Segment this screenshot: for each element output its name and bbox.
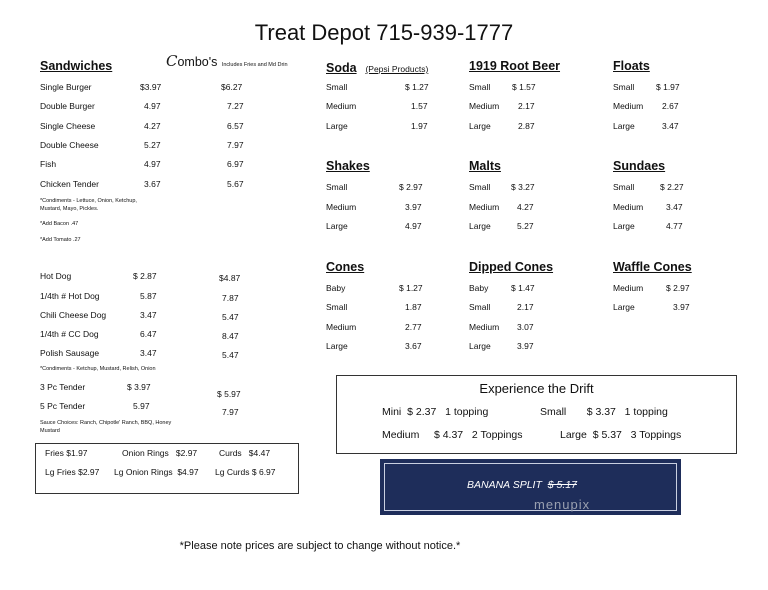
size-label: Large — [326, 121, 348, 131]
menu-item-combo-price: $4.87 — [219, 273, 241, 283]
size-label: Large — [469, 341, 491, 351]
menu-item-price: 3.47 — [140, 348, 157, 358]
drift-price: $ 2.37 — [407, 406, 437, 418]
size-price: $ 1.97 — [656, 82, 680, 92]
menu-item-name: Chili Cheese Dog — [40, 310, 107, 320]
side-item — [114, 467, 199, 477]
size-label: Medium — [613, 202, 644, 212]
drift-desc: 3 Toppings — [630, 429, 682, 441]
size-label: Large — [469, 221, 491, 231]
menu-item-price: $3.97 — [140, 82, 162, 92]
menu-item-combo-price: 5.67 — [227, 179, 244, 189]
menu-item-name: Double Burger — [40, 101, 95, 111]
menu-item-price: 4.27 — [144, 121, 161, 131]
size-label: Medium — [326, 322, 357, 332]
sauce-note: Mustard — [40, 428, 60, 434]
drift-price: $ 3.37 — [586, 406, 616, 418]
size-price: 2.77 — [405, 322, 422, 332]
combo-note: Includes Fries and Md Drin — [221, 62, 288, 68]
size-label: Baby — [326, 283, 346, 293]
side-name: Lg Onion Rings — [114, 467, 173, 477]
drift-size: Small — [540, 406, 567, 418]
side-item — [45, 448, 88, 458]
size-label: Small — [469, 302, 491, 312]
menu-item-name: Polish Sausage — [40, 348, 100, 358]
menu-item-name: 1/4th # CC Dog — [40, 329, 99, 339]
size-label: Medium — [613, 283, 644, 293]
menu-item-combo-price: 6.97 — [227, 159, 244, 169]
side-price: $ 6.97 — [251, 467, 276, 477]
drift-size: Mini — [382, 406, 402, 418]
drift-desc: 1 topping — [624, 406, 668, 418]
size-price: 2.17 — [517, 302, 534, 312]
drift-medium — [382, 429, 523, 441]
size-price: 3.97 — [673, 302, 690, 312]
size-label: Large — [326, 341, 348, 351]
size-label: Small — [326, 182, 348, 192]
cones-header: Cones — [326, 260, 365, 274]
rootbeer-header: 1919 Root Beer — [469, 59, 561, 73]
size-label: Medium — [326, 101, 357, 111]
size-label: Medium — [613, 101, 644, 111]
sauce-note: Sauce Choices: Ranch, Chipotle' Ranch, BBQ, Honey — [40, 420, 172, 426]
combo-header-c: C — [166, 52, 178, 70]
size-label: Medium — [326, 202, 357, 212]
size-price: 3.07 — [517, 322, 534, 332]
combo-header-rest: ombo's — [177, 55, 218, 69]
side-name: Fries — [45, 448, 64, 458]
menu-item-combo-price: $6.27 — [221, 82, 243, 92]
size-price: $ 3.27 — [511, 182, 535, 192]
size-price: 4.97 — [405, 221, 422, 231]
size-price: 2.17 — [518, 101, 535, 111]
menu-item-combo-price: 7.97 — [227, 140, 244, 150]
menu-item-name: 5 Pc Tender — [40, 401, 86, 411]
menu-item-price: 4.97 — [144, 159, 161, 169]
size-label: Small — [613, 82, 635, 92]
size-price: 4.27 — [517, 202, 534, 212]
menu-item-price: 5.27 — [144, 140, 161, 150]
side-item — [215, 467, 276, 477]
drift-desc: 2 Toppings — [471, 429, 523, 441]
menu-item-combo-price: 5.47 — [222, 350, 239, 360]
menu-item-price: 3.47 — [140, 310, 157, 320]
side-name: Lg Curds — [215, 467, 250, 477]
dipped-cones-header: Dipped Cones — [469, 260, 554, 274]
size-price: 5.27 — [517, 221, 534, 231]
size-price: 3.97 — [405, 202, 422, 212]
menu-item-name: Double Cheese — [40, 140, 99, 150]
size-price: $ 1.27 — [405, 82, 429, 92]
drift-small — [540, 406, 668, 418]
side-item — [122, 448, 197, 458]
size-label: Small — [326, 82, 348, 92]
malts-header: Malts — [469, 159, 501, 173]
combo-header — [166, 52, 288, 71]
size-price: $ 2.97 — [666, 283, 690, 293]
menu-item-combo-price: 5.47 — [222, 312, 239, 322]
sundaes-header: Sundaes — [613, 159, 666, 173]
menu-item-combo-price: 7.27 — [227, 101, 244, 111]
menu-item-price: 6.47 — [140, 329, 157, 339]
drift-size: Medium — [382, 429, 420, 441]
size-price: 3.67 — [405, 341, 422, 351]
side-name: Lg Fries — [45, 467, 76, 477]
drift-price: $ 4.37 — [433, 429, 464, 441]
watermark-logo: menupix — [534, 497, 591, 512]
menu-item-name: Chicken Tender — [40, 179, 99, 189]
side-item — [45, 467, 99, 477]
menu-item-name: Single Cheese — [40, 121, 96, 131]
floats-header: Floats — [613, 59, 650, 73]
menu-item-price: 5.97 — [133, 401, 150, 411]
size-label: Baby — [469, 283, 489, 293]
side-price: $2.97 — [175, 448, 198, 458]
price-disclaimer: *Please note prices are subject to change without notice.* — [179, 540, 461, 552]
soda-header — [326, 59, 428, 77]
size-price: 1.97 — [411, 121, 428, 131]
drift-title: Experience the Drift — [479, 381, 594, 396]
size-label: Large — [326, 221, 348, 231]
soda-header-note: (Pepsi Products) — [365, 64, 429, 74]
banana-split-price: $ 5.17 — [547, 479, 577, 491]
banana-split-name: BANANA SPLIT — [467, 479, 542, 491]
size-label: Large — [469, 121, 491, 131]
size-price: $ 1.57 — [512, 82, 536, 92]
side-price: $2.97 — [78, 467, 100, 477]
menu-item-name: Hot Dog — [40, 271, 72, 281]
side-name: Onion Rings — [122, 448, 169, 458]
menu-item-combo-price: 6.57 — [227, 121, 244, 131]
menu-item-price: 5.87 — [140, 291, 157, 301]
menu-item-name: 3 Pc Tender — [40, 382, 86, 392]
size-price: 2.67 — [662, 101, 679, 111]
side-price: $1.97 — [66, 448, 88, 458]
size-price: 2.87 — [518, 121, 535, 131]
size-price: 3.47 — [662, 121, 679, 131]
menu-item-name: Fish — [40, 159, 57, 169]
size-price: 3.47 — [666, 202, 683, 212]
size-price: 1.87 — [405, 302, 422, 312]
shakes-header: Shakes — [326, 159, 370, 173]
size-label: Small — [326, 302, 348, 312]
menu-item-name: 1/4th # Hot Dog — [40, 291, 100, 301]
side-item — [219, 448, 270, 458]
condiments-note: *Condiments - Ketchup, Mustard, Relish, Onion — [40, 366, 156, 372]
side-name: Curds — [219, 448, 242, 458]
menu-item-combo-price: 7.97 — [222, 407, 239, 417]
drift-price: $ 5.37 — [592, 429, 622, 441]
size-label: Small — [469, 82, 491, 92]
size-price: 1.57 — [411, 101, 428, 111]
drift-large — [560, 429, 681, 441]
size-price: $ 2.97 — [399, 182, 423, 192]
size-label: Medium — [469, 202, 500, 212]
size-price: $ 1.47 — [511, 283, 535, 293]
size-label: Medium — [469, 322, 500, 332]
side-price: $4.47 — [248, 448, 271, 458]
sandwiches-header: Sandwiches — [40, 59, 113, 73]
size-price: 4.77 — [666, 221, 683, 231]
drift-size: Large — [560, 429, 587, 441]
menu-item-combo-price: $ 5.97 — [217, 389, 241, 399]
size-label: Large — [613, 121, 635, 131]
menu-item-price: 3.67 — [144, 179, 161, 189]
menu-item-combo-price: 7.87 — [222, 293, 239, 303]
waffle-cones-header: Waffle Cones — [613, 260, 692, 274]
soda-header-label: Soda — [326, 61, 357, 75]
drift-mini — [382, 406, 488, 418]
size-price: $ 1.27 — [399, 283, 423, 293]
banana-split-label — [467, 479, 577, 491]
size-label: Medium — [469, 101, 500, 111]
menu-item-name: Single Burger — [40, 82, 92, 92]
menu-item-price: $ 2.87 — [133, 271, 157, 281]
drift-desc: 1 topping — [445, 406, 489, 418]
menu-item-price: 4.97 — [144, 101, 161, 111]
side-price: $4.97 — [177, 467, 199, 477]
page-title: Treat Depot 715-939-1777 — [254, 20, 514, 45]
size-price: $ 2.27 — [660, 182, 684, 192]
condiments-note: Mustard, Mayo, Pickles. — [40, 206, 99, 212]
menu-item-combo-price: 8.47 — [222, 331, 239, 341]
size-label: Large — [613, 302, 635, 312]
size-label: Small — [613, 182, 635, 192]
add-bacon-note: *Add Bacon .47 — [40, 221, 79, 227]
condiments-note: *Condiments - Lettuce, Onion, Ketchup, — [40, 198, 137, 204]
menu-item-price: $ 3.97 — [127, 382, 151, 392]
size-label: Small — [469, 182, 491, 192]
add-tomato-note: *Add Tomato .27 — [40, 237, 81, 243]
size-price: 3.97 — [517, 341, 534, 351]
size-label: Large — [613, 221, 635, 231]
